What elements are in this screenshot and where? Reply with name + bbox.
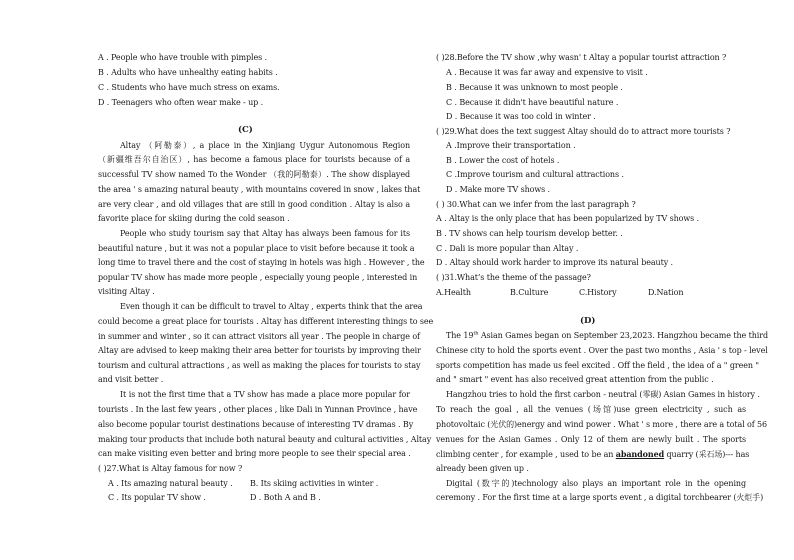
d-passage-line: To reach the goal , all the venues (场馆)use green electricity , such as	[436, 405, 746, 414]
prev-option-b: B . Adults who have unhealthy eating habits .	[98, 68, 278, 77]
q29-option-a: A .Improve their transportation .	[446, 141, 576, 150]
passage-line: Even though it can be difficult to travel to Altay , experts think that the area	[120, 302, 423, 311]
q28-option-b: B . Because it was unknown to most people .	[446, 83, 623, 92]
d-line1-sup: th	[473, 330, 479, 337]
d-passage-line: already been given up .	[436, 464, 529, 473]
passage-line: the area ' s amazing natural beauty , with mountains covered in snow , lakes that	[98, 185, 421, 194]
q27-option-d: D . Both A and B .	[250, 493, 321, 502]
passage-line: making tour products that include both natural beauty and cultural activities , Altay	[98, 435, 432, 444]
q29-option-d: D . Make more TV shows .	[446, 185, 551, 194]
passage-line: It is not the first time that a TV show has made a place more popular for	[120, 390, 410, 399]
passage-line: popular TV show has made more people , especially young people , interested in	[98, 273, 418, 282]
d-passage-line: and " smart " event has also received great attention from the public .	[436, 375, 714, 384]
q27-stem: ( )27.What is Altay famous for now ?	[98, 464, 243, 473]
passage-line: （新疆维吾尔自治区）, has become a famous place for tourists because of a	[98, 155, 410, 164]
passage-line: can make visiting even better and bring more people to see their special area .	[98, 449, 411, 458]
prev-option-d: D . Teenagers who often wear make - up .	[98, 98, 264, 107]
d-passage-line-abandoned	[436, 449, 750, 460]
q30-option-d: D . Altay should work harder to improve its natural beauty .	[436, 258, 674, 267]
d-passage-line: venues for the Asian Games . Only 12 of them are newly built . The sports	[436, 435, 746, 444]
passage-line: beautiful nature , but it was not a popular place to visit before because it took a	[98, 244, 415, 253]
q27-option-a: A . Its amazing natural beauty .	[108, 479, 233, 488]
q30-option-a: A . Altay is the only place that has been popularized by TV shows .	[436, 214, 699, 223]
q28-stem: ( )28.Before the TV show ,why wasn' t Altay a popular tourist attraction ?	[436, 53, 727, 62]
d-passage-line: ceremony . For the first time at a large sports event , a digital torchbearer (火炬手)	[436, 493, 764, 502]
passage-line: are very clear , and old villages that are still in good condition . Altay is also a	[98, 200, 410, 209]
passage-line: also become popular tourist destinations because of interesting TV dramas . By	[98, 420, 414, 429]
d-passage-fragment: quarry (采石场)--- has	[664, 450, 750, 459]
passage-line: and visit better .	[98, 375, 164, 384]
prev-option-c: C . Students who have much stress on exams.	[98, 83, 280, 92]
d-passage-line: photovoltaic (光伏的)energy and wind power . What ' s more , there are a total of 56	[436, 420, 768, 429]
passage-line: Altay are advised to keep making their area better for tourists by improving their	[98, 346, 421, 355]
d-passage-line: Hangzhou tries to hold the first carbon - neutral (零碳) Asian Games in history .	[446, 390, 760, 399]
section-d-title: (D)	[580, 316, 596, 326]
q30-option-c: C . Dali is more popular than Altay .	[436, 244, 579, 253]
q27-option-c: C . Its popular TV show .	[108, 493, 206, 502]
d-passage-line: Chinese city to hold the sports event . Over the past two months , Asia ' s top - level	[436, 346, 768, 355]
d-passage-fragment: climbing center , for example , used to be an	[436, 450, 614, 459]
abandoned-word: abandoned	[615, 449, 665, 459]
section-c-title: (C)	[238, 125, 253, 135]
q31-option-d: D.Nation	[648, 288, 684, 297]
d-line1-pre: The 19	[446, 331, 474, 340]
d-line1-post: Asian Games began on September 23,2023. Hangzhou became the third	[478, 331, 768, 340]
passage-line: long time to travel there and the cost of staying in hotels was high . However , the	[98, 258, 425, 267]
q30-option-b: B . TV shows can help tourism develop better. .	[436, 229, 623, 238]
q27-option-b: B. Its skiing activities in winter .	[250, 479, 379, 488]
d-passage-line: sports competition has made us feel excited . Off the field , the idea of a " green "	[436, 361, 759, 370]
q31-option-c: C.History	[579, 288, 617, 297]
prev-option-a: A . People who have trouble with pimples .	[98, 53, 267, 62]
q31-stem: ( )31.What’s the theme of the passage?	[436, 273, 591, 282]
passage-line: in summer and winter , so it can attract visitors all year . The people in charge of	[98, 332, 420, 341]
passage-line: tourists . In the last few years , other places , like Dali in Yunnan Province , have	[98, 405, 418, 414]
q29-option-b: B . Lower the cost of hotels .	[446, 156, 560, 165]
passage-line: successful TV show named To the Wonder （我的阿勒泰）. The show displayed	[98, 170, 410, 179]
q28-option-c: C . Because it didn't have beautiful nature .	[446, 98, 619, 107]
passage-line: Altay （阿勒泰）, a place in the Xinjiang Uygur Autonomous Region	[120, 141, 410, 150]
passage-line: favorite place for skiing during the cold season .	[98, 214, 290, 223]
passage-line: visiting Altay .	[98, 287, 155, 296]
q28-option-d: D . Because it was too cold in winter .	[446, 112, 596, 121]
q31-option-b: B.Culture	[510, 288, 549, 297]
q29-stem: ( )29.What does the text suggest Altay should do to attract more tourists ?	[436, 127, 731, 136]
passage-line: could become a great place for tourists . Altay has different interesting things to see	[98, 317, 434, 326]
d-passage-line-1	[446, 330, 768, 341]
q28-option-a: A . Because it was far away and expensive to visit .	[446, 68, 648, 77]
q31-option-a: A.Health	[436, 288, 471, 297]
q30-stem: ( ) 30.What can we infer from the last paragraph ?	[436, 200, 636, 209]
passage-line: People who study tourism say that Altay has always been famous for its	[120, 229, 410, 238]
q29-option-c: C .Improve tourism and cultural attractions .	[446, 170, 624, 179]
d-passage-line: Digital (数字的)technology also plays an important role in the opening	[446, 479, 746, 488]
passage-line: tourism and cultural attractions , as well as making the places for tourists to stay	[98, 361, 421, 370]
